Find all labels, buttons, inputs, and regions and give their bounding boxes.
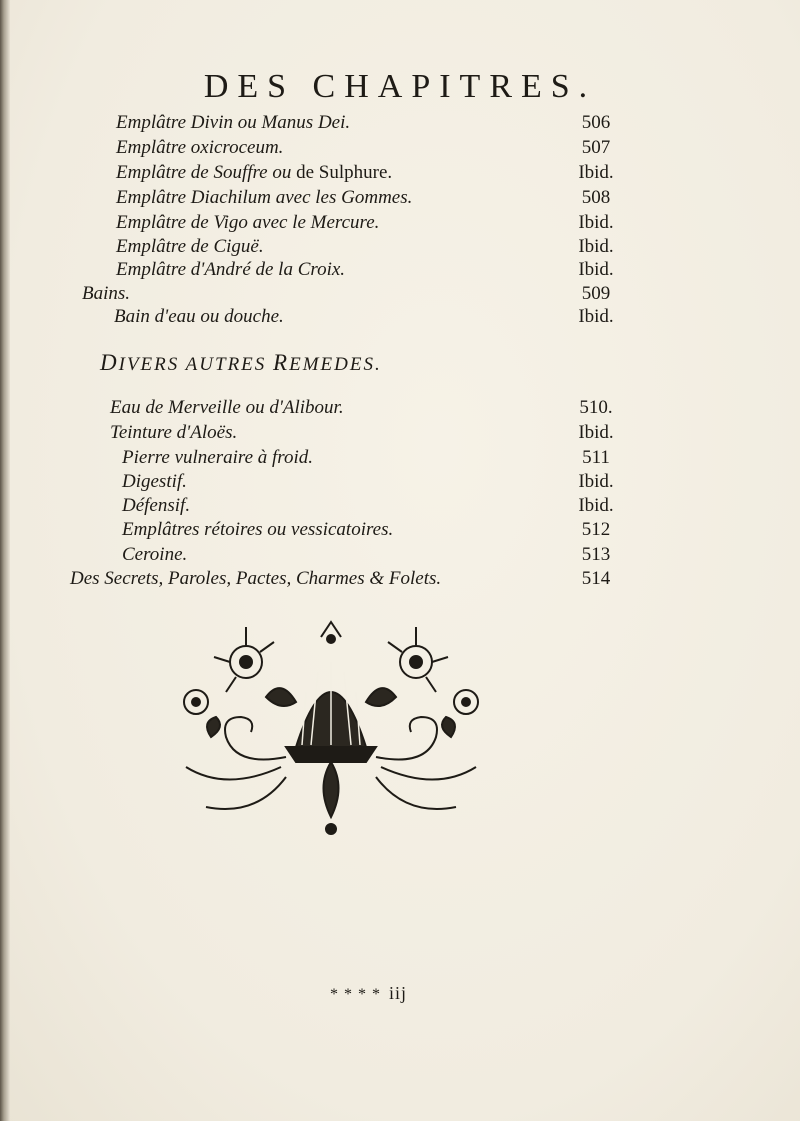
floral-ornament-icon (166, 617, 496, 842)
entry-page: 509 (581, 283, 611, 304)
entry-title: Emplâtres rétoires ou vessicatoires. (122, 519, 394, 540)
entry-title: Bain d'eau ou douche. (114, 306, 284, 327)
entry-title: Bains. (82, 283, 131, 304)
section-title-part: IVERS AUTRES (118, 354, 274, 375)
entry-title: Emplâtre de Vigo avec le Mercure. (116, 212, 380, 233)
page-title: DES CHAPITRES. (203, 68, 597, 105)
section-title-part: R (273, 350, 290, 375)
entry-page: 508 (581, 187, 611, 208)
entry-title: Pierre vulneraire à froid. (122, 447, 314, 468)
entry-title: Emplâtre de Ciguë. (116, 236, 264, 257)
entry-page: 507 (581, 137, 611, 158)
entry-title: Emplâtre Divin ou Manus Dei. (116, 112, 351, 133)
signature-label: iij (389, 983, 408, 1003)
entry-page: Ibid. (578, 495, 614, 516)
entry-title (116, 162, 392, 184)
section-title (100, 350, 382, 376)
section-title-part: EMEDES. (289, 354, 382, 375)
entry-page: Ibid. (578, 236, 614, 257)
entry-title: Emplâtre oxicroceum. (116, 137, 284, 158)
section-title-part: D (100, 350, 119, 375)
entry-page: Ibid. (578, 162, 614, 183)
signature-asterisks: * * * * (330, 986, 381, 1003)
entry-title: Défensif. (122, 495, 191, 516)
binding-edge (0, 0, 10, 1121)
entry-page: Ibid. (578, 259, 614, 280)
entry-title: Ceroine. (122, 544, 188, 565)
signature-mark (330, 983, 407, 1004)
entry-title-italic: Emplâtre de Souffre ou (116, 162, 292, 183)
entry-title: Eau de Merveille ou d'Alibour. (110, 397, 344, 418)
entry-page: 510. (579, 397, 613, 418)
entry-page: 514 (581, 568, 611, 589)
entry-title: Des Secrets, Paroles, Pactes, Charmes & Folets. (70, 568, 442, 589)
entry-page: 512 (581, 519, 611, 540)
entry-page: Ibid. (578, 212, 614, 233)
entry-title-roman: de Sulphure. (291, 162, 393, 183)
entry-page: 506 (581, 112, 611, 133)
entry-title: Emplâtre d'André de la Croix. (116, 259, 346, 280)
entry-page: 511 (582, 447, 610, 468)
entry-page: Ibid. (578, 306, 614, 327)
entry-page: Ibid. (578, 471, 614, 492)
entry-page: 513 (581, 544, 611, 565)
entry-title: Teinture d'Aloës. (110, 422, 238, 443)
entry-title: Emplâtre Diachilum avec les Gommes. (116, 187, 413, 208)
entry-page: Ibid. (578, 422, 614, 443)
entry-title: Digestif. (122, 471, 187, 492)
